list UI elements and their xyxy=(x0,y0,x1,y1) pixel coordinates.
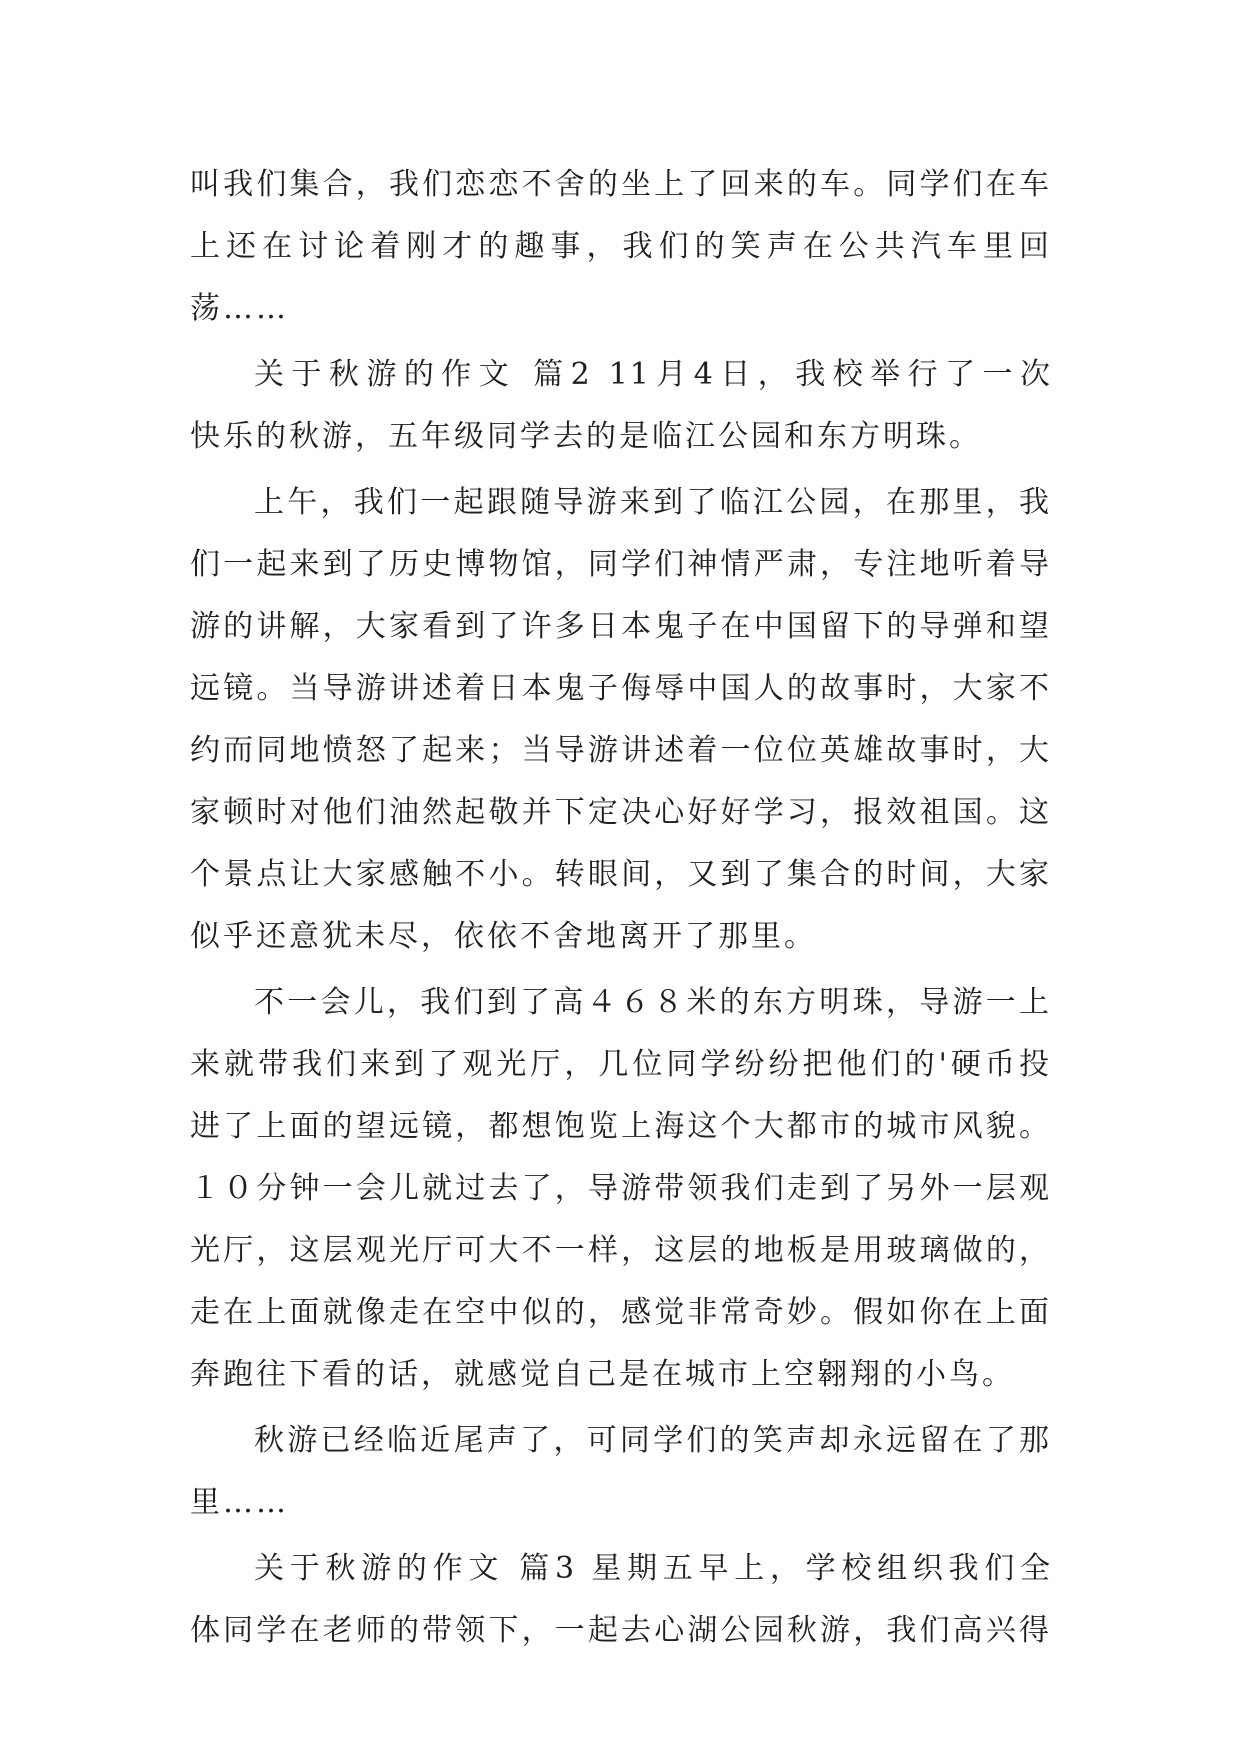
section-heading-2 xyxy=(190,344,1052,468)
text-line: 个景点让大家感触不小。转眼间，又到了集合的时间，大家 xyxy=(190,857,1052,892)
text-line: 上还在讨论着刚才的趣事，我们的笑声在公共汽车里回 xyxy=(190,229,1052,264)
text-line: 似乎还意犹未尽，依依不舍地离开了那里。 xyxy=(190,919,817,954)
paragraph-morning xyxy=(190,472,1052,968)
text-line: １０分钟一会儿就过去了，导游带领我们走到了另外一层观 xyxy=(190,1171,1052,1206)
text-line: 进了上面的望远镜，都想饱览上海这个大都市的城市风貌。 xyxy=(190,1109,1052,1144)
text-line: 上午，我们一起跟随导游来到了临江公园，在那里，我 xyxy=(254,485,1052,520)
text-line: 家顿时对他们油然起敬并下定决心好好学习，报效祖国。这 xyxy=(190,795,1052,830)
text-line: 叫我们集合，我们恋恋不舍的坐上了回来的车。同学们在车 xyxy=(190,167,1052,202)
text-line: 快乐的秋游，五年级同学去的是临江公园和东方明珠。 xyxy=(190,419,982,454)
document-body xyxy=(190,154,1052,1662)
text-line: 奔跑往下看的话，就感觉自己是在城市上空翱翔的小鸟。 xyxy=(190,1357,1015,1392)
text-line: 来就带我们来到了观光厅，几位同学纷纷把他们的'硬币投 xyxy=(190,1047,1052,1082)
text-line: 约而同地愤怒了起来；当导游讲述着一位位英雄故事时，大 xyxy=(190,733,1052,768)
text-line: 远镜。当导游讲述着日本鬼子侮辱中国人的故事时，大家不 xyxy=(190,671,1052,706)
paragraph-pearl-tower xyxy=(190,972,1052,1406)
text-line: 光厅，这层观光厅可大不一样，这层的地板是用玻璃做的， xyxy=(190,1233,1052,1268)
section-heading-3 xyxy=(190,1538,1052,1662)
text-line: 游的讲解，大家看到了许多日本鬼子在中国留下的导弹和望 xyxy=(190,609,1052,644)
text-line: 关于秋游的作文 篇2 11月4日，我校举行了一次 xyxy=(254,357,1052,392)
text-line: 不一会儿，我们到了高４６８米的东方明珠，导游一上 xyxy=(254,985,1052,1020)
text-line: 里…… xyxy=(190,1485,289,1520)
text-line: 秋游已经临近尾声了，可同学们的笑声却永远留在了那 xyxy=(254,1423,1052,1458)
text-line: 荡…… xyxy=(190,291,289,326)
text-line: 们一起来到了历史博物馆，同学们神情严肃，专注地听着导 xyxy=(190,547,1052,582)
text-line: 走在上面就像走在空中似的，感觉非常奇妙。假如你在上面 xyxy=(190,1295,1052,1330)
text-line: 关于秋游的作文 篇3 星期五早上，学校组织我们全 xyxy=(254,1551,1052,1586)
text-line: 体同学在老师的带领下，一起去心湖公园秋游，我们高兴得 xyxy=(190,1613,1052,1648)
paragraph-ending-1 xyxy=(190,154,1052,340)
paragraph-ending-2 xyxy=(190,1410,1052,1534)
